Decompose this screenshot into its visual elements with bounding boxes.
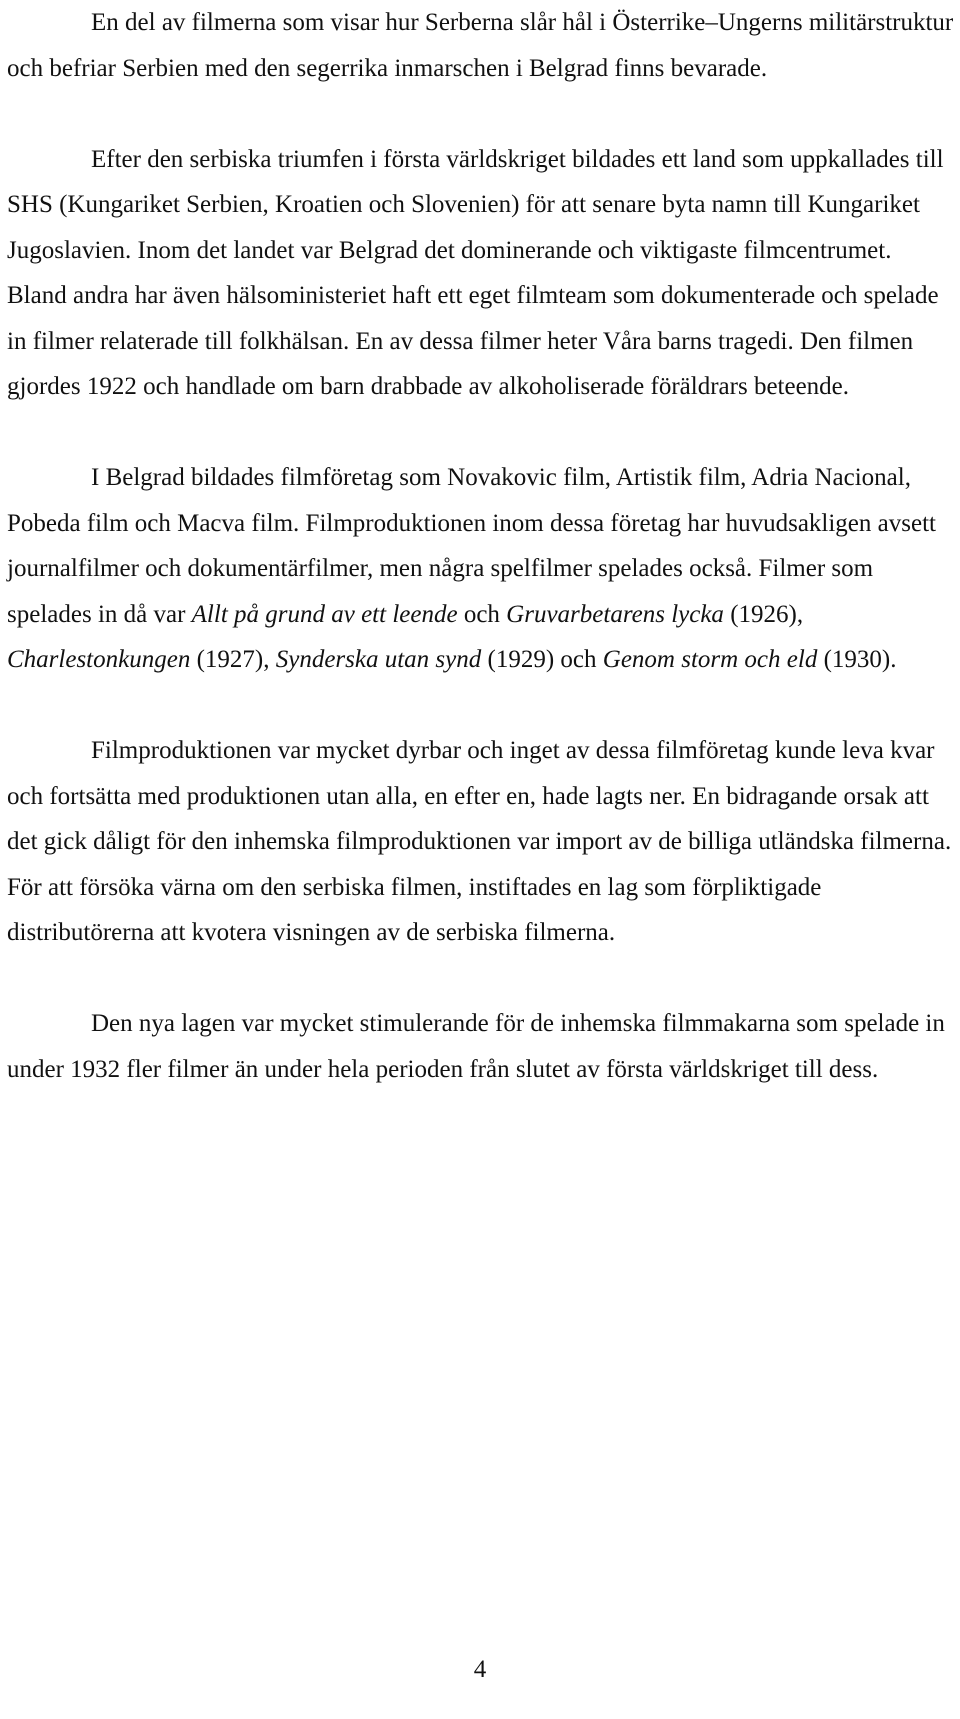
italic-title: Allt på grund av ett leende (191, 600, 458, 628)
paragraph: Filmproduktionen var mycket dyrbar och inget av dessa filmföretag kunde leva kvar och fortsätta med produktionen utan alla, en efter en, hade lagts ner. En bidragande orsak att det gick dåligt för den inhemska filmproduktionen var import av de billiga utländska filmerna. För att försöka värna om den serbiska filmen, instiftades en lag som förpliktigade distributörerna att kvotera visningen av de serbiska filmerna. (7, 737, 952, 946)
body-text (7, 0, 955, 1092)
paragraph: I Belgrad bildades filmföretag som Novakovic film, Artistik film, Adria Nacional, Pobeda film och Macva film. Filmproduktionen inom dessa företag har huvudsakligen avsett journalfilmer och dokumentärfilmer, men några spelfilmer spelades också. Filmer som spelades in då var Allt på grund av ett leende och Gruvarbetarens lycka (1926), Charlestonkungen (1927), Synderska utan synd (1929) och Genom storm och eld (1930). (7, 464, 936, 673)
italic-title: Genom storm och eld (602, 646, 818, 673)
italic-title: Charlestonkungen (7, 646, 191, 673)
paragraph: Efter den serbiska triumfen i första världskriget bildades ett land som uppkallades till SHS (Kungariket Serbien, Kroatien och Slovenien) för att senare byta namn till Kungariket Jugoslavien. Inom det landet var Belgrad det dominerande och viktigaste filmcentrumet. Bland andra har även hälsoministeriet haft ett eget filmteam som dokumenterade och spelade in filmer relaterade till folkhälsan. En av dessa filmer heter Våra barns tragedi. Den filmen gjordes 1922 och handlade om barn drabbade av alkoholiserade föräldrars beteende. (7, 145, 944, 400)
paragraph: En del av filmerna som visar hur Serberna slår hål i Österrike–Ungerns militärstruktur och befriar Serbien med den segerrika inmarschen i Belgrad finns bevarade. (7, 9, 954, 82)
page-number: 4 (473, 1656, 487, 1683)
italic-title: Synderska utan synd (275, 646, 482, 673)
paragraph: Den nya lagen var mycket stimulerande för de inhemska filmmakarna som spelade in under 1932 fler filmer än under hela perioden från slutet av första världskriget till dess. (7, 1010, 945, 1083)
italic-title: Gruvarbetarens lycka (506, 600, 724, 628)
